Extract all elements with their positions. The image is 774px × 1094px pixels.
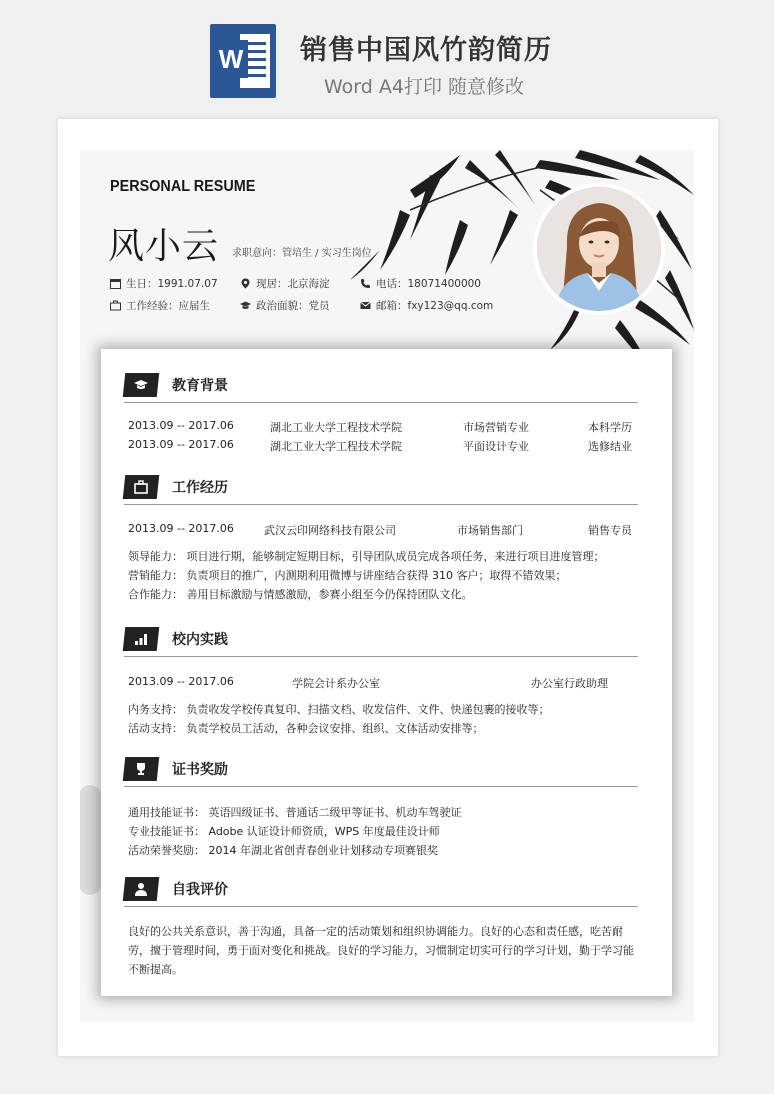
section-title: 自我评价 (172, 882, 228, 898)
campus-role: 办公室行政助理 (531, 677, 608, 690)
info-text: 现居：北京海淀 (256, 278, 330, 290)
award-line-3: 活动荣誉奖励： 2014 年湖北省创青春创业计划移动专项赛银奖 (128, 844, 438, 857)
work-dept: 市场销售部门 (457, 524, 523, 537)
edu-school-1: 湖北工业大学工程技术学院 (270, 421, 402, 434)
info-text: 电话：18071400000 (376, 278, 481, 290)
info-birthday (110, 276, 218, 291)
section-header (124, 372, 638, 403)
section-header (124, 626, 638, 657)
briefcase-icon (124, 475, 158, 499)
section-header (124, 474, 638, 505)
section-header (124, 876, 638, 907)
edu-major-2: 平面设计专业 (463, 440, 529, 453)
word-document-icon (210, 24, 276, 98)
applicant-photo (533, 183, 665, 315)
edu-date-2: 2013.09 -- 2017.06 (128, 438, 234, 451)
briefcase-icon (110, 300, 121, 311)
graduation-cap-icon (240, 300, 251, 311)
info-text: 邮箱：fxy123@qq.com (376, 300, 494, 312)
work-company: 武汉云印网络科技有限公司 (264, 524, 396, 537)
info-experience (110, 298, 210, 313)
award-line-2: 专业技能证书： Adobe 认证设计师资质，WPS 年度最佳设计师 (128, 825, 440, 838)
edu-major-1: 市场营销专业 (463, 421, 529, 434)
info-text: 政治面貌：党员 (256, 300, 330, 312)
graduation-cap-icon (124, 373, 158, 397)
work-line-2: 营销能力： 负责项目的推广，内测期利用微博与讲座结合获得 310 客户；取得不错效果； (128, 569, 567, 582)
work-date: 2013.09 -- 2017.06 (128, 522, 234, 535)
edu-date-1: 2013.09 -- 2017.06 (128, 419, 234, 432)
work-line-1: 领导能力： 项目进行期，能够制定短期目标，引导团队成员完成各项任务，来进行项目进度管理； (128, 550, 605, 563)
person-icon (124, 877, 158, 901)
award-line-1: 通用技能证书： 英语四级证书、普通话二级甲等证书、机动车驾驶证 (128, 806, 462, 819)
section-campus (124, 626, 638, 657)
info-email (360, 298, 493, 313)
edu-school-2: 湖北工业大学工程技术学院 (270, 440, 402, 453)
portrait-illustration (537, 187, 661, 311)
phone-icon (360, 278, 371, 289)
section-title: 教育背景 (172, 378, 228, 394)
edu-degree-2: 选修结业 (588, 440, 632, 453)
section-education (124, 372, 638, 403)
job-intent: 求职意向：管培生 / 实习生岗位 (232, 248, 372, 259)
campus-line-1: 内务支持： 负责收发学校传真复印、扫描文档、收发信件、文件、快递包裹的接收等； (128, 703, 550, 716)
section-title: 证书奖励 (172, 762, 228, 778)
info-residence (240, 276, 330, 291)
applicant-name: 风小云 (108, 226, 220, 267)
work-line-3: 合作能力： 善用目标激励与情感激励，参赛小组至今仍保持团队文化。 (128, 588, 473, 601)
trophy-icon (124, 757, 158, 781)
info-text: 工作经验：应届生 (126, 300, 210, 312)
banner-title: 销售中国风竹韵简历 (300, 35, 552, 66)
banner-subtitle: Word A4打印 随意修改 (324, 76, 525, 98)
section-work (124, 474, 638, 505)
location-icon (240, 278, 251, 289)
section-self-evaluation (124, 876, 638, 907)
section-awards (124, 756, 638, 787)
campus-org: 学院会计系办公室 (292, 677, 380, 690)
word-letter: W (214, 40, 248, 78)
banner (0, 0, 774, 112)
info-phone (360, 276, 481, 291)
bar-chart-icon (124, 627, 158, 651)
campus-line-2: 活动支持： 负责学校员工活动，各种会议安排、组织、文体活动安排等； (128, 722, 484, 735)
section-header (124, 756, 638, 787)
edu-degree-1: 本科学历 (588, 421, 632, 434)
calendar-icon (110, 278, 121, 289)
info-political (240, 298, 330, 313)
campus-date: 2013.09 -- 2017.06 (128, 675, 234, 688)
self-evaluation-text: 良好的公共关系意识，善于沟通，具备一定的活动策划和组织协调能力。良好的心态和责任感，吃苦耐劳，擅于管理时间，勇于面对变化和挑战。良好的学习能力，习惯制定切实可行的学习计划，勤于学习能不断提高。 (128, 925, 634, 976)
mail-icon (360, 300, 371, 311)
info-text: 生日：1991.07.07 (126, 278, 218, 290)
section-title: 工作经历 (172, 480, 228, 496)
section-title: 校内实践 (172, 632, 228, 648)
resume-label: PERSONAL RESUME (110, 178, 256, 195)
work-role: 销售专员 (588, 524, 632, 537)
